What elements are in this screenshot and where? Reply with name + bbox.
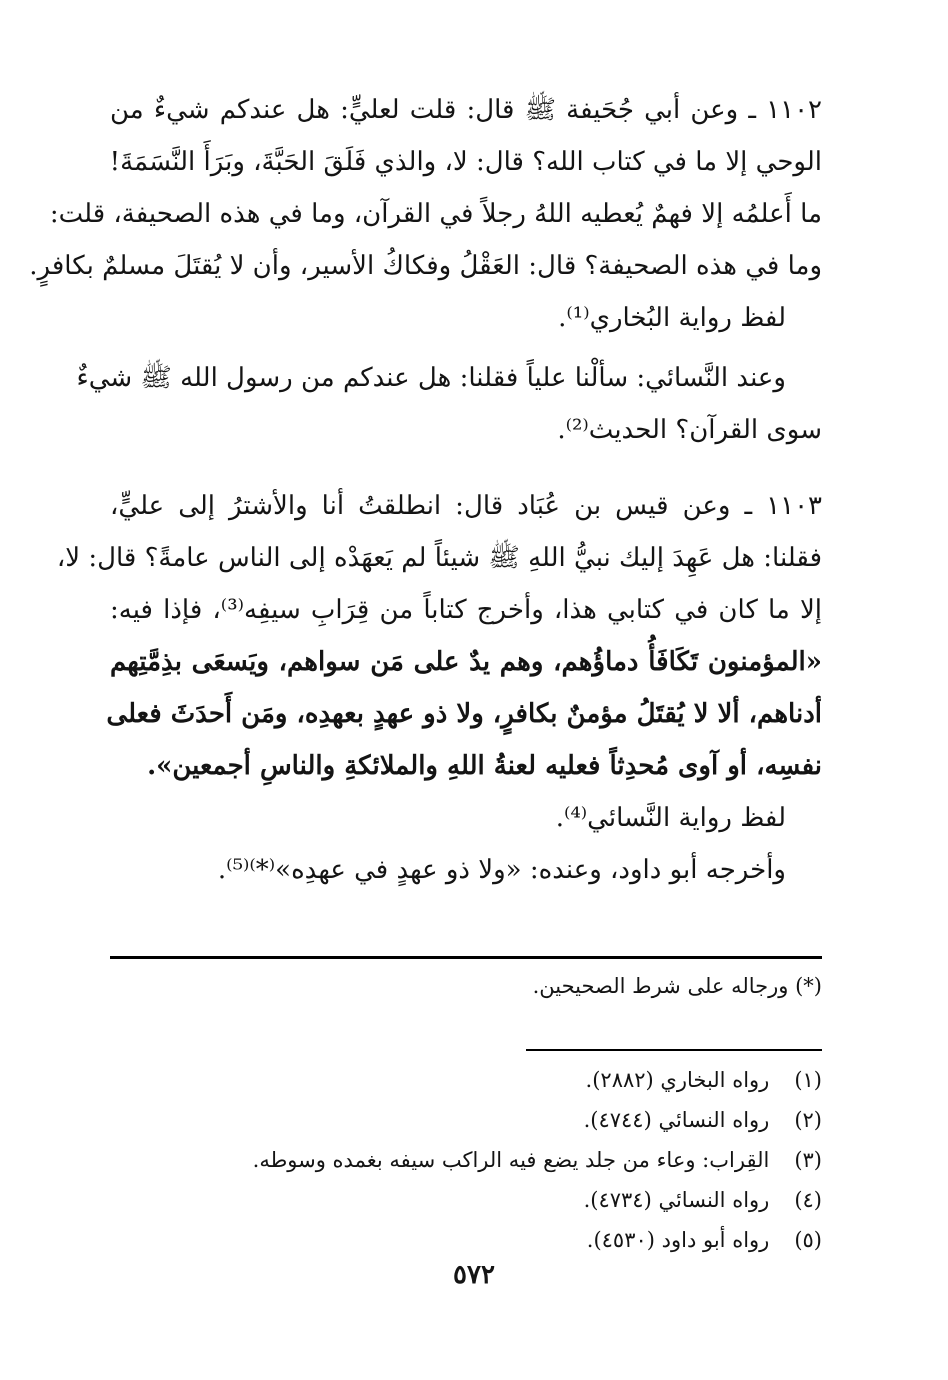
hadith-1103-bold-line-2: أدناهم، ألا لا يُقتَلُ مؤمنٌ بكافرٍ، ولا ذو عهدٍ بعهدِه، ومَن أَحدَثَ فعلى [106,699,822,729]
hadith-1103-attribution: لفظ رواية النَّسائي⁽⁴⁾. [555,803,786,833]
hadith-1103-bold-line-1: «المؤمنون تَكَافَأُ دماؤُهم، وهم يدٌ على مَن سواهم، ويَسعَى بذِمَّتِهم [110,647,822,677]
footnote-number: (٣) [794,1148,822,1172]
star-note: (*) ورجاله على شرط الصحيحين. [532,974,822,998]
footnote-number: (١) [794,1068,822,1092]
footnote-item [202,1180,822,1220]
nasai-line-2: سوى القرآن؟ الحديث⁽²⁾. [557,415,822,445]
page-number: ٥٧٢ [453,1260,495,1290]
hadith-1103-line-2: فقلنا: هل عَهِدَ إليك نبيُّ اللهِ ﷺ شيئاً لم يَعهَدْه إلى الناس عامةً؟ قال: لا، [56,543,822,573]
hadith-1103-line-3: إلا ما كان في كتابي هذا، وأخرج كتاباً من قِرَابِ سيفِه⁽³⁾، فإذا فيه: [110,595,823,625]
hadith-1102-attribution: لفظ رواية البُخاري⁽¹⁾. [558,303,786,333]
hadith-1102-line-2: الوحي إلا ما في كتاب الله؟ قال: لا، والذي فَلَقَ الحَبَّةَ، وبَرَأَ النَّسَمَةَ! [109,147,822,177]
footnote-short-separator [526,1049,822,1051]
hadith-1103-bold-line-3: نفسِه، أو آوى مُحدِثاً فعليه لعنةُ اللهِ والملائكةِ والناسِ أجمعين». [147,751,822,781]
footnote-text: رواه أبو داود (٤٥٣٠). [586,1228,770,1252]
footnote-text: رواه النسائي (٤٧٣٤). [583,1188,770,1212]
hadith-1102-line-4: وما في هذه الصحيفة؟ قال: العَقْلُ وفكاكُ الأسير، وأن لا يُقتَلَ مسلمٌ بكافرٍ. [29,251,822,281]
footnote-number: (٤) [794,1188,822,1212]
footnote-number: (٢) [794,1108,822,1132]
footnote-text: رواه البخاري (٢٨٨٢). [585,1068,770,1092]
footnote-number: (٥) [794,1228,822,1252]
hadith-1102-line-3: ما أَعلمُه إلا فهمٌ يُعطيه اللهُ رجلاً في القرآن، وما في هذه الصحيفة، قلت: [49,199,822,229]
footnote-item [202,1140,822,1180]
hadith-1102-line-1: ١١٠٢ ـ وعن أبي جُحَيفة ﷺ قال: قلت لعليٍّ: هل عندكم شيءٌ من [110,95,822,125]
footnote-separator [110,956,822,959]
footnote-list [202,1060,822,1260]
footnote-text: رواه النسائي (٤٧٤٤). [583,1108,770,1132]
main-text [29,84,823,896]
footnote-text: القِراب: وعاء من جلد يضع فيه الراكب سيفه بغمده وسوطه. [252,1148,770,1172]
nasai-line-1: وعند النَّسائي: سألْنا علياً فقلنا: هل عندكم من رسول الله ﷺ شيءٌ [76,363,786,393]
footnote-item [202,1220,822,1260]
footnote-item [202,1100,822,1140]
abudawud-line: وأخرجه أبو داود، وعنده: «ولا ذو عهدٍ في عهدِه»⁽*⁾⁽⁵⁾. [217,855,786,885]
footnote-item [202,1060,822,1100]
hadith-1103-line-1: ١١٠٣ ـ وعن قيس بن عُبَاد قال: انطلقتُ أنا والأشترُ إلى عليٍّ، [110,491,822,521]
